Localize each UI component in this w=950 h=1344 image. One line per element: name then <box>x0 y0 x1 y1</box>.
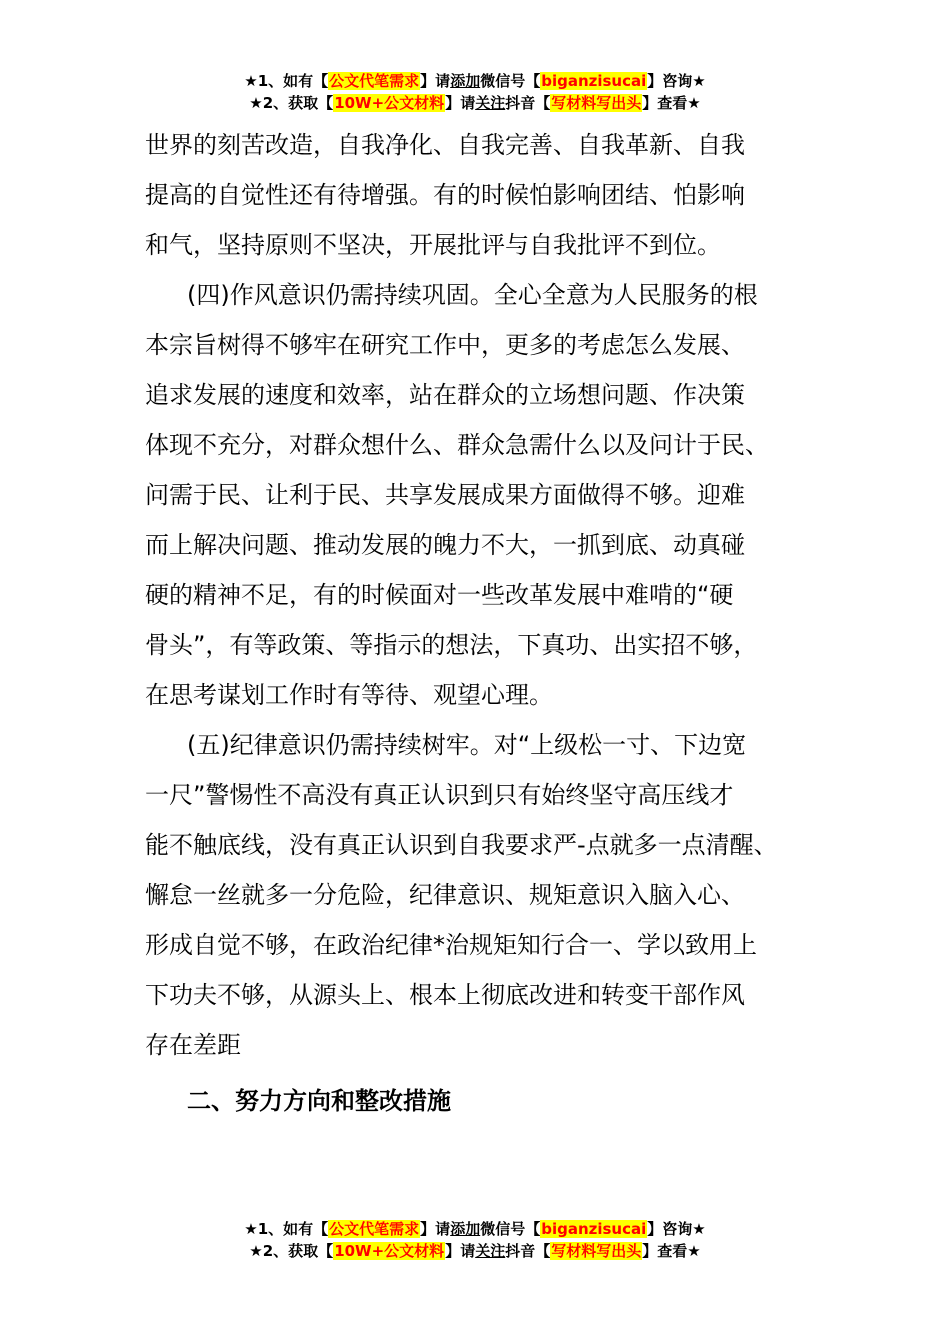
promo-line-1: ★1、如有【公文代笔需求】请添加微信号【biganzisucai】咨询★ <box>244 1220 706 1238</box>
highlight-service: 公文代笔需求 <box>329 72 420 90</box>
text-line: 硬的精神不足，有的时候面对一些改革发展中难啃的“硬 <box>145 581 734 609</box>
text-line: 世界的刻苦改造，自我净化、自我完善、自我革新、自我 <box>145 131 745 159</box>
text-line: 懈怠一丝就多一分危险，纪律意识、规矩意识入脑入心、 <box>145 881 745 909</box>
promo-line-2: ★2、获取【10W+公文材料】请关注抖音【写材料写出头】查看★ <box>249 1242 701 1260</box>
text-line: 存在差距 <box>145 1031 241 1059</box>
text-line: 问需于民、让利于民、共享发展成果方面做得不够。迎难 <box>145 481 745 509</box>
highlight-douyin: 写材料写出头 <box>551 94 642 112</box>
highlight-wechat-id: biganzisucai <box>541 72 647 90</box>
text-line: 骨头”，有等政策、等指示的想法，下真功、出实招不够， <box>145 631 758 659</box>
highlight-wechat-id: biganzisucai <box>541 1220 647 1238</box>
promo-line-2: ★2、获取【10W+公文材料】请关注抖音【写材料写出头】查看★ <box>249 94 701 112</box>
text-line: 而上解决问题、推动发展的魄力不大，一抓到底、动真碰 <box>145 531 745 559</box>
underline-follow: 关注 <box>475 1242 506 1260</box>
section-heading: 二、努力方向和整改措施 <box>187 1087 451 1115</box>
text-line: 追求发展的速度和效率，站在群众的立场想问题、作决策 <box>145 381 745 409</box>
underline-follow: 关注 <box>475 94 506 112</box>
highlight-service: 公文代笔需求 <box>329 1220 420 1238</box>
text-line: 下功夫不够，从源头上、根本上彻底改进和转变干部作风 <box>145 981 745 1009</box>
text-line-section-four: (四)作风意识仍需持续巩固。全心全意为人民服务的根 <box>187 281 758 309</box>
promo-banner-top <box>0 70 950 114</box>
highlight-materials: 10W+公文材料 <box>334 1242 445 1260</box>
text-line: 本宗旨树得不够牢在研究工作中，更多的考虑怎么发展、 <box>145 331 745 359</box>
text-line: 提高的自觉性还有待增强。有的时候怕影响团结、怕影响 <box>145 181 745 209</box>
highlight-materials: 10W+公文材料 <box>334 94 445 112</box>
text-line: 形成自觉不够，在政治纪律*治规矩知行合一、学以致用上 <box>145 931 757 959</box>
promo-line-1: ★1、如有【公文代笔需求】请添加微信号【biganzisucai】咨询★ <box>244 72 706 90</box>
document-body <box>145 120 815 1070</box>
underline-add: 添加 <box>450 72 481 90</box>
text-line: 能不触底线，没有真正认识到自我要求严-点就多一点清醒、 <box>145 831 778 859</box>
promo-banner-bottom <box>0 1218 950 1262</box>
highlight-douyin: 写材料写出头 <box>551 1242 642 1260</box>
text-line-section-five: (五)纪律意识仍需持续树牢。对“上级松一寸、下边宽 <box>187 731 747 759</box>
text-line: 体现不充分，对群众想什么、群众急需什么以及问计于民、 <box>145 431 769 459</box>
text-line: 在思考谋划工作时有等待、观望心理。 <box>145 681 553 709</box>
text-line: 和气，坚持原则不坚决，开展批评与自我批评不到位。 <box>145 231 721 259</box>
text-line: 一尺”警惕性不高没有真正认识到只有始终坚守高压线才 <box>145 781 734 809</box>
underline-add: 添加 <box>450 1220 481 1238</box>
